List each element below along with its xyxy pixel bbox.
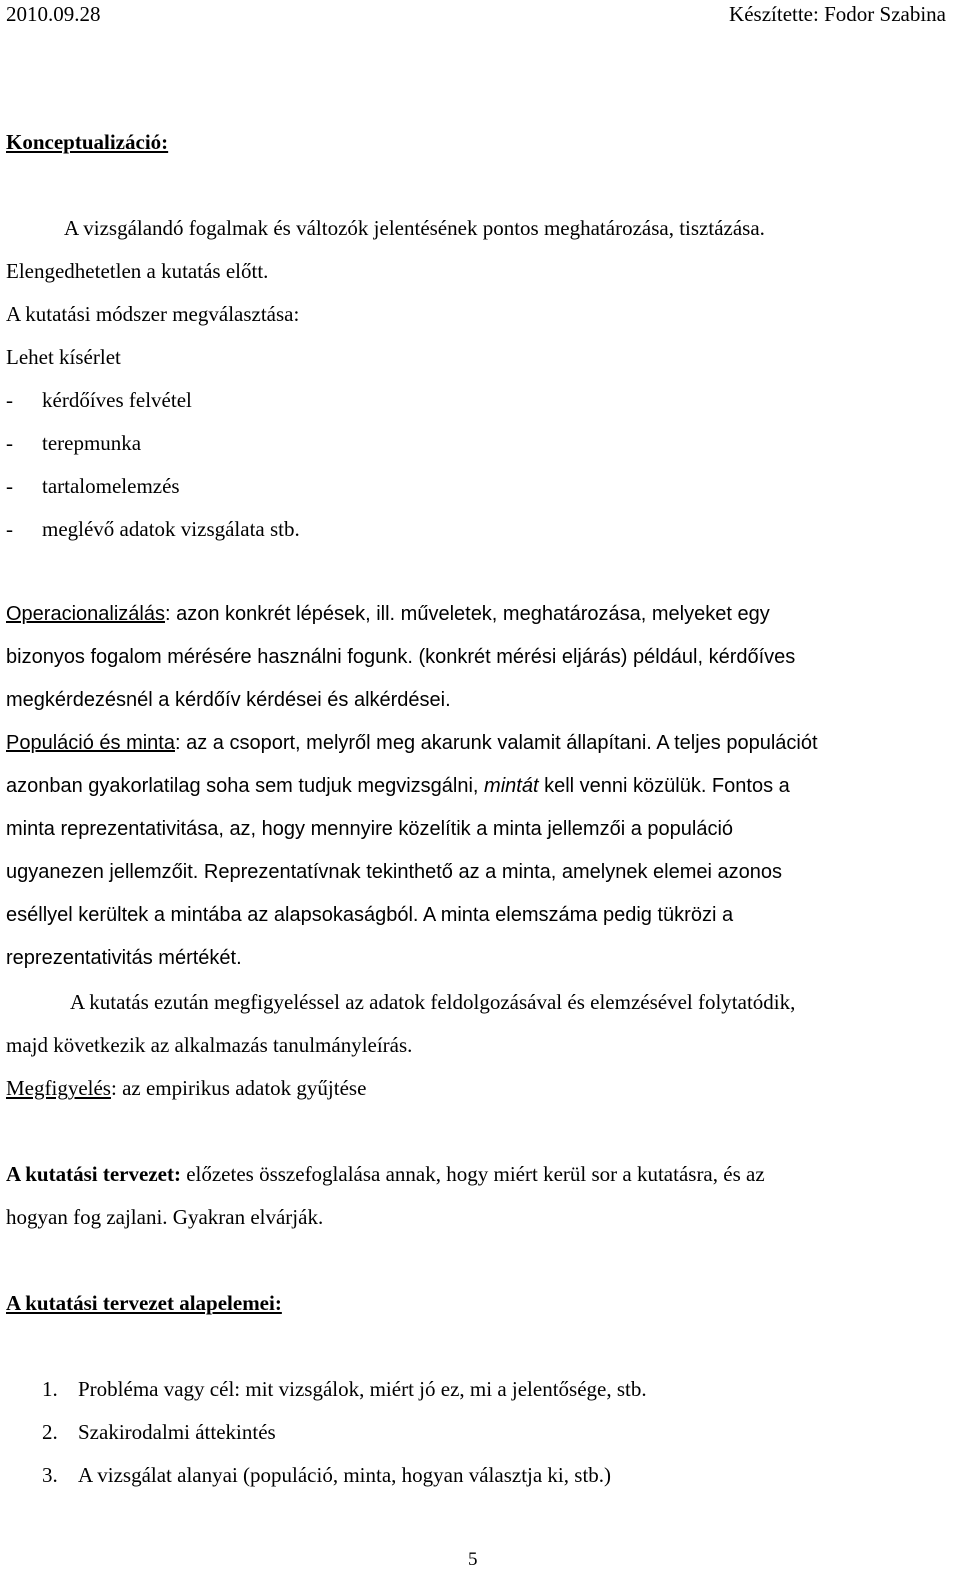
list-number: 1. (42, 1377, 58, 1401)
term-megfigyeles: Megfigyelés (6, 1076, 111, 1100)
emphasis-mintat: mintát (484, 775, 539, 797)
dash-marker: - (6, 474, 13, 498)
paragraph-line: eséllyel kerültek a mintába az alapsokaságból. A minta elemszáma pedig tükrözi a (6, 904, 734, 926)
paragraph-line (6, 732, 818, 755)
paragraph-line: bizonyos fogalom mérésére használni fogunk. (konkrét mérési eljárás) például, kérdőíves (6, 646, 796, 668)
dash-marker: - (6, 388, 13, 412)
list-number: 2. (42, 1420, 58, 1444)
list-item-text: terepmunka (42, 431, 142, 455)
page-number: 5 (468, 1549, 478, 1570)
paragraph-line (6, 1076, 366, 1101)
paragraph-line: Elengedhetetlen a kutatás előtt. (6, 259, 269, 283)
list-item (6, 431, 141, 456)
section-title-konceptualizacio: Konceptualizáció: (6, 130, 169, 154)
paragraph-line: A kutatási módszer megválasztása: (6, 302, 300, 326)
paragraph-text: : az a csoport, melyről meg akarunk valamit állapítani. A teljes populációt (174, 732, 818, 754)
list-number: 3. (42, 1463, 58, 1487)
term-populacio: Populáció és minta (6, 732, 175, 754)
list-item-text: meglévő adatok vizsgálata stb. (42, 517, 300, 541)
paragraph-line: A vizsgálandó fogalmak és változók jelentésének pontos meghatározása, tisztázása. (64, 216, 765, 240)
paragraph-line: Lehet kísérlet (6, 345, 121, 369)
paragraph-line (6, 1162, 765, 1187)
paragraph-line (6, 775, 790, 798)
list-item-text: kérdőíves felvétel (42, 388, 192, 412)
paragraph-line (6, 603, 770, 626)
paragraph-line: minta reprezentativitása, az, hogy mennyire közelítik a minta jellemzői a populáció (6, 818, 734, 840)
list-item-text: A vizsgálat alanyai (populáció, minta, hogyan választja ki, stb.) (78, 1463, 612, 1487)
paragraph-line: reprezentativitás mértékét. (6, 947, 242, 969)
list-item-text: tartalomelemzés (42, 474, 180, 498)
list-item (6, 388, 192, 413)
list-item (6, 517, 300, 542)
dash-marker: - (6, 431, 13, 455)
paragraph-text: azonban gyakorlatilag soha sem tudjuk megvizsgálni, (6, 775, 485, 797)
paragraph-text: : az empirikus adatok gyűjtése (110, 1076, 367, 1100)
list-item (42, 1377, 647, 1402)
term-operacionalizalas: Operacionalizálás (6, 603, 165, 625)
paragraph-text: kell venni közülük. Fontos a (538, 775, 790, 797)
paragraph-text: előzetes összefoglalása annak, hogy miért kerül sor a kutatásra, és az (180, 1162, 765, 1186)
list-item (42, 1420, 276, 1445)
section-title-alapelemei: A kutatási tervezet alapelemei: (6, 1291, 282, 1315)
header-author: Készítette: Fodor Szabina (729, 2, 946, 26)
header-date: 2010.09.28 (6, 2, 101, 26)
paragraph-line: hogyan fog zajlani. Gyakran elvárják. (6, 1205, 324, 1229)
list-item (6, 474, 180, 499)
list-item-text: Szakirodalmi áttekintés (78, 1420, 276, 1444)
term-kutatasi-tervezet: A kutatási tervezet: (6, 1162, 181, 1186)
list-item (42, 1463, 611, 1488)
paragraph-line: majd következik az alkalmazás tanulmányleírás. (6, 1033, 413, 1057)
paragraph-line: megkérdezésnél a kérdőív kérdései és alkérdései. (6, 689, 451, 711)
paragraph-line: A kutatás ezután megfigyeléssel az adatok feldolgozásával és elemzésével folytatódik, (70, 990, 796, 1014)
dash-marker: - (6, 517, 13, 541)
list-item-text: Probléma vagy cél: mit vizsgálok, miért jó ez, mi a jelentősége, stb. (78, 1377, 647, 1401)
paragraph-line: ugyanezen jellemzőit. Reprezentatívnak tekinthető az a minta, amelynek elemei azonos (6, 861, 782, 883)
paragraph-text: : azon konkrét lépések, ill. műveletek, meghatározása, melyeket egy (164, 603, 770, 625)
